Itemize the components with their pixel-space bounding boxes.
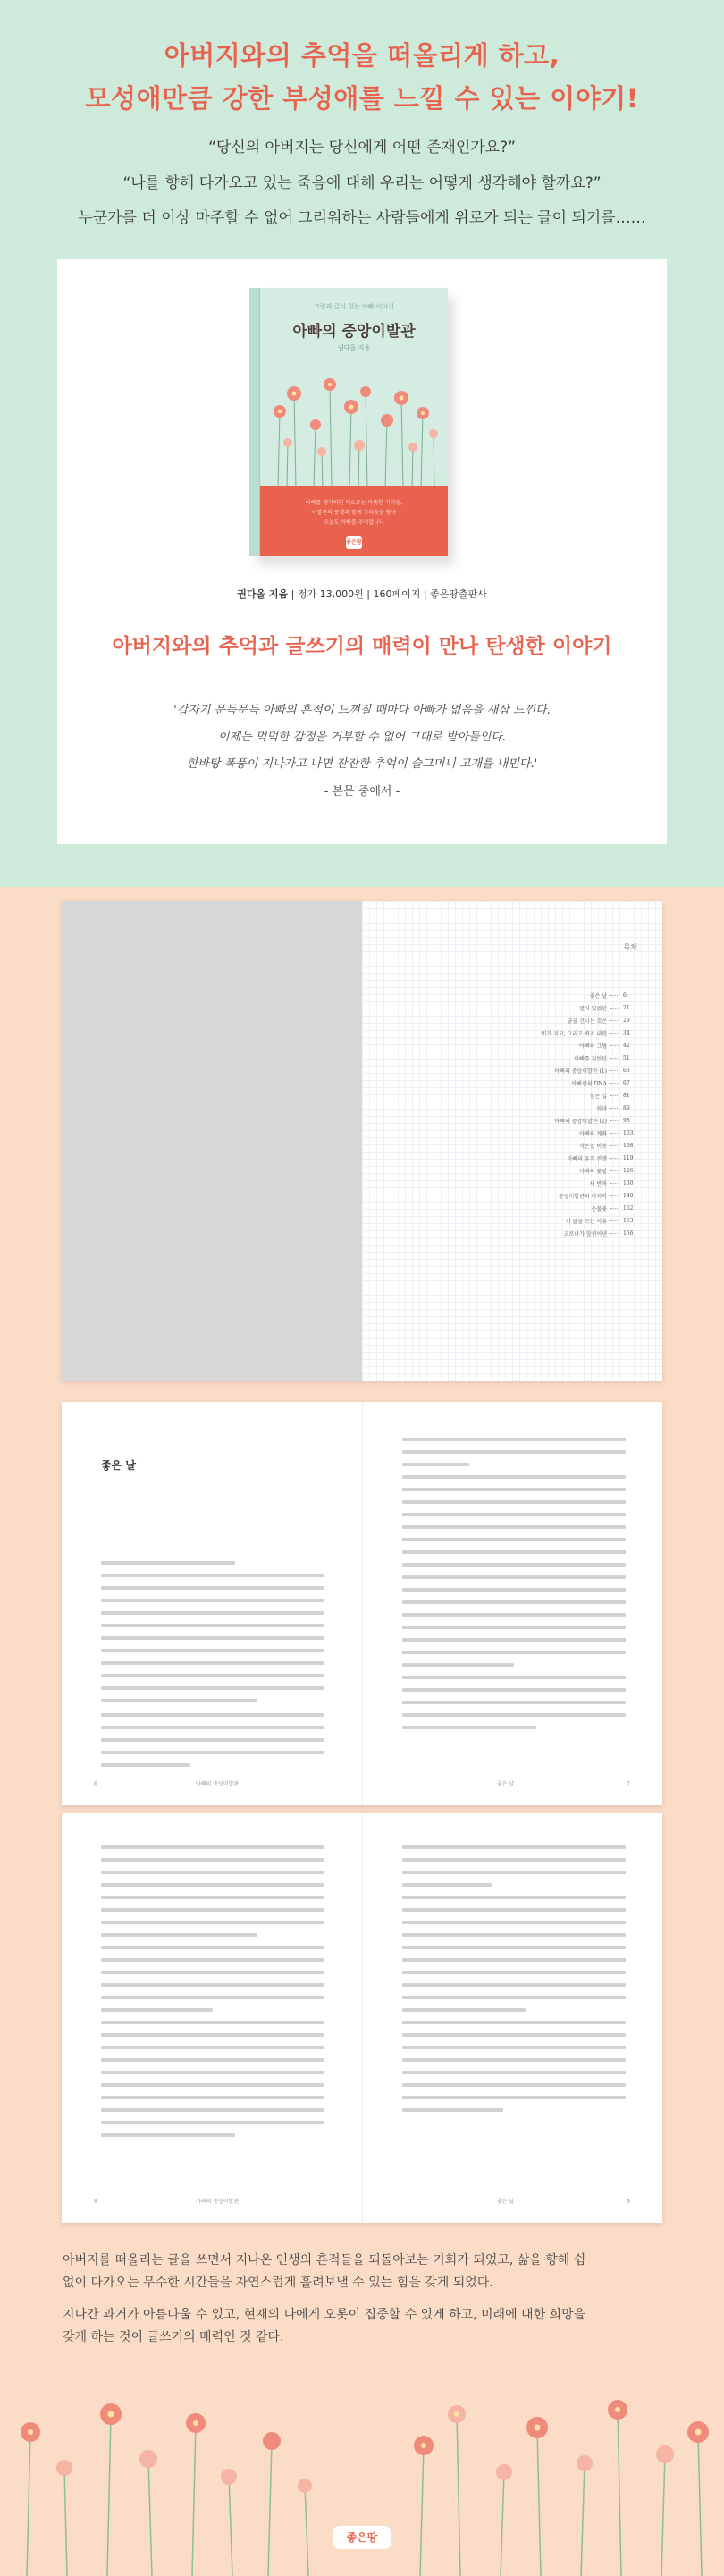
toc-item-page: 108 [623,1142,634,1149]
book-cover-author: 권다올 지음 [337,344,371,351]
toc-item-title: 힘든 길 [589,1093,607,1100]
toc-dots [610,1183,619,1184]
band-text-1: 아빠를 생각하면 떠오르는 따뜻한 기억들, [305,500,403,506]
toc-dots [610,1095,619,1096]
toc-item-title: 아빠를 걸었던 [574,1055,607,1062]
toc-item [496,1114,639,1127]
toc-item-title: 아빠의 그림 [579,1043,607,1050]
running-title: 좋은 날 [497,2199,515,2205]
book-meta-author: 권다올 지음 [237,588,289,600]
toc-item [496,1102,639,1114]
cover-publisher-logo: 좋은땅 [346,536,362,549]
spread-pages-6-7 [62,1402,662,1805]
headline-line-2: 모성애만큼 강한 부성애를 느낄 수 있는 이야기! [85,83,639,114]
quote-line-1: '갑자기 문득문득 아빠의 흔적이 느껴질 때마다 아빠가 없음을 새삼 느낀다. [173,704,551,717]
toc-item [496,1026,639,1039]
toc-item-title: 중앙이발관의 마지막 [558,1193,607,1200]
tagline: 아버지와의 추억과 글쓰기의 매력이 만나 탄생한 이야기 [112,635,612,658]
toc-item-title: 비가 지고, 그리고 벽지 내린 [541,1030,607,1037]
running-title: 아빠의 중앙이발관 [196,2199,240,2205]
toc-item [496,1001,639,1014]
question-3: 누군가를 더 이상 마주할 수 없어 그리워하는 사람들에게 위로가 되는 글이 되기를…… [78,209,646,227]
toc-item-title: 이 글을 쓰는 이유 [565,1218,607,1225]
toc-item-title: 엄마 [596,1105,607,1112]
toc-item-title: 작은집 이웃 [579,1143,607,1150]
toc-dots [610,1158,619,1159]
toc-dots [610,1058,619,1059]
toc-item [496,1202,639,1214]
toc-dots [610,1020,619,1021]
toc-item [496,1164,639,1177]
band-text-2: 이발관의 풍경과 함께 그리움을 담아 [311,510,397,516]
photo-placeholder [62,901,362,1381]
page-number: 6 [94,1781,97,1787]
toc-item-title: 아빠의 중앙이발관 (2) [554,1118,607,1125]
book-cover [260,288,448,556]
toc-page [362,901,662,1381]
toc-item-page: 98 [623,1117,630,1124]
toc-item [496,1127,639,1139]
toc-dots [610,1008,619,1009]
toc-dots [610,1045,619,1046]
headline-line-1: 아버지와의 추억을 떠올리게 하고, [164,40,560,71]
cover-flower-illustration [260,358,448,488]
toc-dots [610,1220,619,1221]
book-cover-subtitle: 그림과 글이 있는 아빠 이야기 [313,303,395,310]
toc-item [496,1139,639,1152]
body-text-block [402,1845,626,2121]
spread-table-of-contents [62,901,662,1381]
toc-item [496,1014,639,1026]
running-title: 좋은 날 [497,1781,515,1787]
toc-item [496,1052,639,1064]
toc-item-title: 아빠의 꽃밭 [579,1168,607,1175]
book-meta-details: | 정가 13,000원 | 160페이지 | 좋은땅출판사 [288,588,487,600]
toc-item-page: 81 [623,1092,630,1099]
toc-heading: 목차 [623,943,637,951]
publisher-logo: 좋은땅 [333,2526,391,2549]
closing-line-2: 없이 다가오는 무수한 시간들을 자연스럽게 흘려보낼 수 있는 힘을 갖게 되었다. [63,2276,493,2290]
toc-item-title: 새 반복 [589,1180,607,1187]
toc-dots [610,1083,619,1084]
toc-item-title: 눈물꽃 [591,1205,607,1212]
toc-dots [610,1170,619,1171]
toc-item-page: 6 [623,992,627,999]
toc-dots [610,1195,619,1196]
toc-item-page: 42 [623,1042,630,1049]
closing-line-3: 지나간 과거가 아름다울 수 있고, 현재의 나에게 오롯이 집중할 수 있게 하고, 미래에 대한 희망을 [63,2308,586,2322]
question-2: “나를 향해 다가오고 있는 죽음에 대해 우리는 어떻게 생각해야 할까요?” [122,174,602,192]
toc-item-title: 얼어 있었던 [579,1005,607,1012]
book-cover-title: 아빠의 중앙이발관 [292,323,416,341]
closing-line-4: 갖게 하는 것이 글쓰기의 매력인 것 같다. [63,2330,284,2344]
toc-item [496,1177,639,1189]
page-9 [362,1813,662,2223]
closing-line-1: 아버지를 떠올리는 글을 쓰면서 지나온 인생의 흔적들을 되돌아보는 기회가 되었고, 삶을 향해 쉼 [63,2253,586,2268]
toc-item-page: 51 [623,1054,630,1061]
toc-item-title: 코로나가 할퀴어낸 [563,1230,607,1237]
chapter-title: 좋은 날 [101,1459,136,1472]
toc-item [496,1152,639,1164]
toc-item [496,1039,639,1052]
toc-item-title: 아빠의 유작 전쟁 [567,1155,607,1162]
toc-item-title: 아빠의 계좌 [579,1130,607,1137]
body-text-block [402,1438,626,1738]
toc-item [496,1227,639,1239]
toc-item [496,1214,639,1227]
page-number: 9 [627,2199,630,2205]
toc-item-title: 아빠만의 DNA [571,1080,607,1087]
quote-line-3: 한바탕 폭풍이 지나가고 나면 잔잔한 추억이 슬그머니 고개를 내민다.' [186,757,538,771]
toc-item [496,1064,639,1077]
quote-line-2: 이제는 먹먹한 감정을 거부할 수 없어 그대로 받아들인다. [218,731,506,744]
page-7 [362,1402,662,1805]
band-text-3: 오늘도 아빠를 추억합니다 [324,519,384,526]
page-6 [62,1402,362,1805]
page-number: 7 [627,1781,630,1787]
toc-dots [610,1145,619,1146]
toc-item-title: 금을 건너는 것은 [567,1018,607,1025]
body-text-block [101,1713,324,1776]
question-1: “당신의 아버지는 당신에게 어떤 존재인가요?” [208,139,516,156]
toc-item-page: 130 [623,1179,634,1187]
toc-item-page: 89 [623,1104,630,1111]
quote-source: - 본문 중에서 - [324,785,400,798]
toc-item-page: 119 [623,1154,634,1161]
toc-item-page: 29 [623,1017,630,1024]
spread-pages-8-9 [62,1813,662,2223]
book-cover-band [260,486,448,556]
body-text-block [101,1561,324,1711]
toc-dots [610,1120,619,1121]
page-8 [62,1813,362,2223]
toc-item-title: 좋은 날 [589,992,607,1000]
toc-item-page: 152 [623,1204,634,1212]
book-spine [249,288,260,556]
page-number: 8 [94,2199,97,2205]
toc-item-page: 140 [623,1192,634,1199]
running-title: 아빠의 중앙이발관 [196,1781,240,1787]
toc-item-title: 아빠의 중앙이발관 (1) [554,1068,607,1075]
toc-item-page: 63 [623,1067,630,1074]
toc-item [496,989,639,1001]
toc-dots [610,1133,619,1134]
toc-dots [610,1233,619,1234]
toc-item-page: 156 [623,1229,634,1237]
toc-item-page: 21 [623,1004,630,1011]
book-meta [0,587,724,601]
toc-item-page: 103 [623,1129,634,1136]
toc-dots [610,1208,619,1209]
toc-item-page: 126 [623,1167,634,1174]
toc-dots [610,1033,619,1034]
toc-item-page: 153 [623,1217,634,1224]
body-text-block [101,1845,324,2146]
toc-dots [610,995,619,996]
toc-item-page: 67 [623,1079,630,1086]
toc-item [496,1077,639,1089]
toc-item [496,1089,639,1102]
toc-dots [610,1108,619,1109]
intro-section [0,0,724,887]
toc-list [496,989,639,1239]
toc-item-page: 34 [623,1029,630,1036]
toc-item [496,1189,639,1202]
toc-dots [610,1070,619,1071]
